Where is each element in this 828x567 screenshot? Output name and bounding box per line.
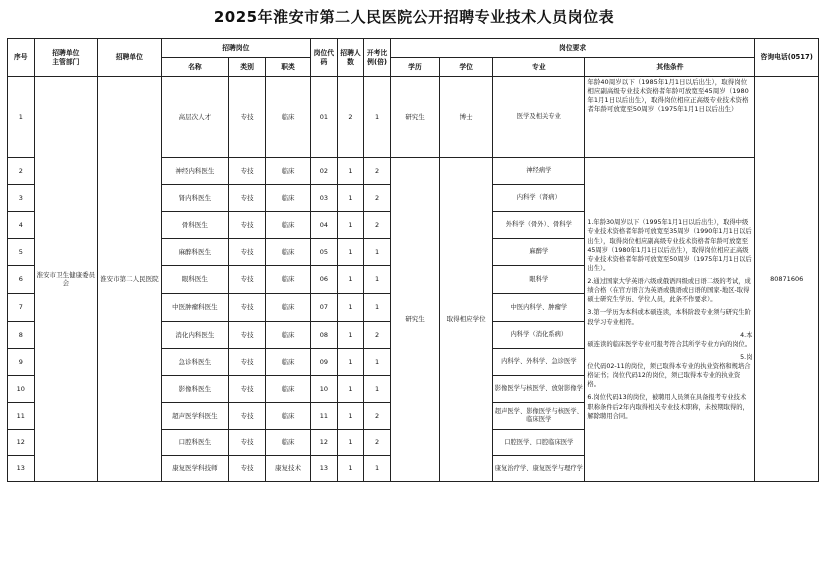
cell-ratio: 2 bbox=[364, 322, 391, 349]
page-title: 2025年淮安市第二人民医院公开招聘专业技术人员岗位表 bbox=[213, 8, 615, 26]
header-degree: 学位 bbox=[440, 58, 493, 77]
cell-type: 专技 bbox=[229, 77, 266, 158]
header-post-type: 类别 bbox=[229, 58, 266, 77]
cell-ratio: 2 bbox=[364, 158, 391, 185]
table-row bbox=[8, 77, 819, 158]
cell-type: 专技 bbox=[229, 376, 266, 403]
cell-code: 05 bbox=[311, 239, 338, 266]
cell-name: 口腔科医生 bbox=[161, 430, 229, 456]
cell-title: 临床 bbox=[266, 403, 311, 430]
cell-title: 临床 bbox=[266, 430, 311, 456]
cell-code: 04 bbox=[311, 212, 338, 239]
cell-code: 12 bbox=[311, 430, 338, 456]
header-dept: 招聘单位 主管部门 bbox=[34, 39, 97, 77]
group-edu: 研究生 bbox=[390, 158, 439, 482]
cell-code: 08 bbox=[311, 322, 338, 349]
phone-value: 80871606 bbox=[755, 77, 819, 482]
cell-type: 专技 bbox=[229, 239, 266, 266]
cell-type: 专技 bbox=[229, 185, 266, 212]
cell-name: 高层次人才 bbox=[161, 77, 229, 158]
condition-item: 3.第一学历为本科或本硕连读，本科阶段专业须与研究生阶段学习专业相符。 bbox=[587, 309, 751, 326]
cell-type: 专技 bbox=[229, 158, 266, 185]
cell-ratio: 2 bbox=[364, 185, 391, 212]
cell-code: 01 bbox=[311, 77, 338, 158]
cell-name: 眼科医生 bbox=[161, 266, 229, 294]
job-table bbox=[7, 38, 819, 482]
header-seq: 序号 bbox=[8, 39, 35, 77]
cell-name: 肾内科医生 bbox=[161, 185, 229, 212]
cell-code: 11 bbox=[311, 403, 338, 430]
other-conditions-1: 年龄40周岁以下（1985年1月1日以后出生），取得岗位相应副高级专业技术资格者年龄可放宽至45周岁（1980年1月1日以后出生），取得岗位相应正高级专业技术资格者年龄可放宽至50周岁（1975年1月1日以后出生） bbox=[585, 77, 755, 158]
cell-ratio: 1 bbox=[364, 376, 391, 403]
cell-title: 临床 bbox=[266, 322, 311, 349]
condition-item: 6.岗位代码13的岗位，被聘用人员须在具备报考专业技术职称条件后2年内取得相关专业技术职称，未按期取得的，解除聘用合同。 bbox=[587, 394, 749, 420]
cell-ratio: 1 bbox=[364, 349, 391, 376]
cell-name: 急诊科医生 bbox=[161, 349, 229, 376]
cell-ratio: 1 bbox=[364, 456, 391, 482]
header-count: 招聘人数 bbox=[337, 39, 364, 77]
cell-count: 1 bbox=[337, 430, 364, 456]
cell-title: 临床 bbox=[266, 77, 311, 158]
cell-seq: 1 bbox=[8, 77, 35, 158]
header-major: 专业 bbox=[493, 58, 585, 77]
header-unit: 招聘单位 bbox=[98, 39, 161, 77]
cell-major: 眼科学 bbox=[493, 266, 585, 294]
cell-name: 超声医学科医生 bbox=[161, 403, 229, 430]
cell-seq: 9 bbox=[8, 349, 35, 376]
cell-count: 1 bbox=[337, 376, 364, 403]
cell-code: 09 bbox=[311, 349, 338, 376]
cell-name: 神经内科医生 bbox=[161, 158, 229, 185]
cell-major: 康复治疗学、康复医学与理疗学 bbox=[493, 456, 585, 482]
cell-major: 中医内科学、肿瘤学 bbox=[493, 294, 585, 322]
condition-item: 2.通过国家大学英语六级或俄语四级或日语二级的考试，成绩合格（在官方语言为英语或俄语或日语的国家-地区-取得硕士研究生学历、学位人员，此条不作要求）。 bbox=[587, 278, 751, 304]
cell-type: 专技 bbox=[229, 212, 266, 239]
condition-item: 位代码02-11的岗位，须已取得本专业的执业资格和规培合格证书；岗位代码12的岗位，须已取得本专业的执业资格。 bbox=[587, 363, 751, 389]
cell-seq: 2 bbox=[8, 158, 35, 185]
header-post-title: 职类 bbox=[266, 58, 311, 77]
cell-type: 专技 bbox=[229, 266, 266, 294]
cell-title: 临床 bbox=[266, 239, 311, 266]
cell-ratio: 2 bbox=[364, 430, 391, 456]
dept-value: 淮安市卫生健康委员会 bbox=[34, 77, 97, 482]
condition-item: 4.本 bbox=[740, 331, 753, 339]
header-ratio: 开考比例(倍) bbox=[364, 39, 391, 77]
cell-code: 13 bbox=[311, 456, 338, 482]
cell-major: 超声医学、影像医学与核医学、临床医学 bbox=[493, 403, 585, 430]
cell-major: 麻醉学 bbox=[493, 239, 585, 266]
cell-seq: 3 bbox=[8, 185, 35, 212]
cell-major: 神经病学 bbox=[493, 158, 585, 185]
header-req-group: 岗位要求 bbox=[390, 39, 755, 58]
cell-title: 康复技术 bbox=[266, 456, 311, 482]
header-phone: 咨询电话(0517) bbox=[755, 39, 819, 77]
cell-ratio: 1 bbox=[364, 294, 391, 322]
cell-name: 骨科医生 bbox=[161, 212, 229, 239]
cell-seq: 10 bbox=[8, 376, 35, 403]
cell-count: 1 bbox=[337, 403, 364, 430]
condition-item: 5.岗 bbox=[740, 353, 753, 361]
cell-seq: 5 bbox=[8, 239, 35, 266]
cell-name: 麻醉科医生 bbox=[161, 239, 229, 266]
cell-count: 1 bbox=[337, 349, 364, 376]
cell-title: 临床 bbox=[266, 376, 311, 403]
header-other: 其他条件 bbox=[585, 58, 755, 77]
cell-type: 专技 bbox=[229, 456, 266, 482]
cell-name: 消化内科医生 bbox=[161, 322, 229, 349]
cell-count: 1 bbox=[337, 158, 364, 185]
group-degree: 取得相应学位 bbox=[440, 158, 493, 482]
cell-major: 外科学（骨外）、骨科学 bbox=[493, 212, 585, 239]
cell-title: 临床 bbox=[266, 158, 311, 185]
cell-ratio: 1 bbox=[364, 239, 391, 266]
cell-count: 1 bbox=[337, 266, 364, 294]
cell-ratio: 2 bbox=[364, 403, 391, 430]
other-conditions-2 bbox=[585, 158, 755, 482]
cell-code: 03 bbox=[311, 185, 338, 212]
cell-seq: 11 bbox=[8, 403, 35, 430]
cell-code: 07 bbox=[311, 294, 338, 322]
cell-seq: 8 bbox=[8, 322, 35, 349]
cell-ratio: 1 bbox=[364, 77, 391, 158]
cell-seq: 12 bbox=[8, 430, 35, 456]
cell-title: 临床 bbox=[266, 266, 311, 294]
cell-major: 影像医学与核医学、放射影像学 bbox=[493, 376, 585, 403]
cell-seq: 7 bbox=[8, 294, 35, 322]
cell-code: 10 bbox=[311, 376, 338, 403]
cell-major: 内科学（消化系病） bbox=[493, 322, 585, 349]
cell-type: 专技 bbox=[229, 294, 266, 322]
cell-seq: 13 bbox=[8, 456, 35, 482]
cell-type: 专技 bbox=[229, 430, 266, 456]
cell-edu: 研究生 bbox=[390, 77, 439, 158]
cell-type: 专技 bbox=[229, 349, 266, 376]
cell-title: 临床 bbox=[266, 349, 311, 376]
cell-count: 2 bbox=[337, 77, 364, 158]
cell-name: 中医肿瘤科医生 bbox=[161, 294, 229, 322]
cell-major: 内科学（肾病） bbox=[493, 185, 585, 212]
header-post-name: 名称 bbox=[161, 58, 229, 77]
cell-count: 1 bbox=[337, 322, 364, 349]
cell-count: 1 bbox=[337, 294, 364, 322]
cell-major: 医学及相关专业 bbox=[493, 77, 585, 158]
cell-code: 06 bbox=[311, 266, 338, 294]
cell-name: 康复医学科技师 bbox=[161, 456, 229, 482]
cell-code: 02 bbox=[311, 158, 338, 185]
cell-type: 专技 bbox=[229, 322, 266, 349]
condition-item: 1.年龄30周岁以下（1995年1月1日以后出生），取得中级专业技术资格者年龄可放宽至35周岁（1990年1月1日以后出生），取得岗位相应副高级专业技术资格者年龄可放宽至45周岁（1980年1月1日以后出生），取得岗位相应正高级专业技术资格者年龄可放宽至50周岁（1975年1月1日以后出生）。 bbox=[587, 219, 752, 272]
cell-title: 临床 bbox=[266, 294, 311, 322]
cell-major: 口腔医学、口腔临床医学 bbox=[493, 430, 585, 456]
cell-count: 1 bbox=[337, 456, 364, 482]
unit-value: 淮安市第二人民医院 bbox=[98, 77, 161, 482]
cell-major: 内科学、外科学、急诊医学 bbox=[493, 349, 585, 376]
cell-type: 专技 bbox=[229, 403, 266, 430]
cell-title: 临床 bbox=[266, 212, 311, 239]
cell-ratio: 2 bbox=[364, 212, 391, 239]
cell-count: 1 bbox=[337, 212, 364, 239]
cell-name: 影像科医生 bbox=[161, 376, 229, 403]
cell-seq: 4 bbox=[8, 212, 35, 239]
cell-title: 临床 bbox=[266, 185, 311, 212]
condition-item: 硕连读的临床医学专业可报考符合其所学专业方向的岗位。 bbox=[587, 340, 752, 348]
header-edu: 学历 bbox=[390, 58, 439, 77]
cell-degree: 博士 bbox=[440, 77, 493, 158]
header-code: 岗位代码 bbox=[311, 39, 338, 77]
header-post-group: 招聘岗位 bbox=[161, 39, 310, 58]
cell-seq: 6 bbox=[8, 266, 35, 294]
cell-count: 1 bbox=[337, 185, 364, 212]
cell-count: 1 bbox=[337, 239, 364, 266]
cell-ratio: 1 bbox=[364, 266, 391, 294]
